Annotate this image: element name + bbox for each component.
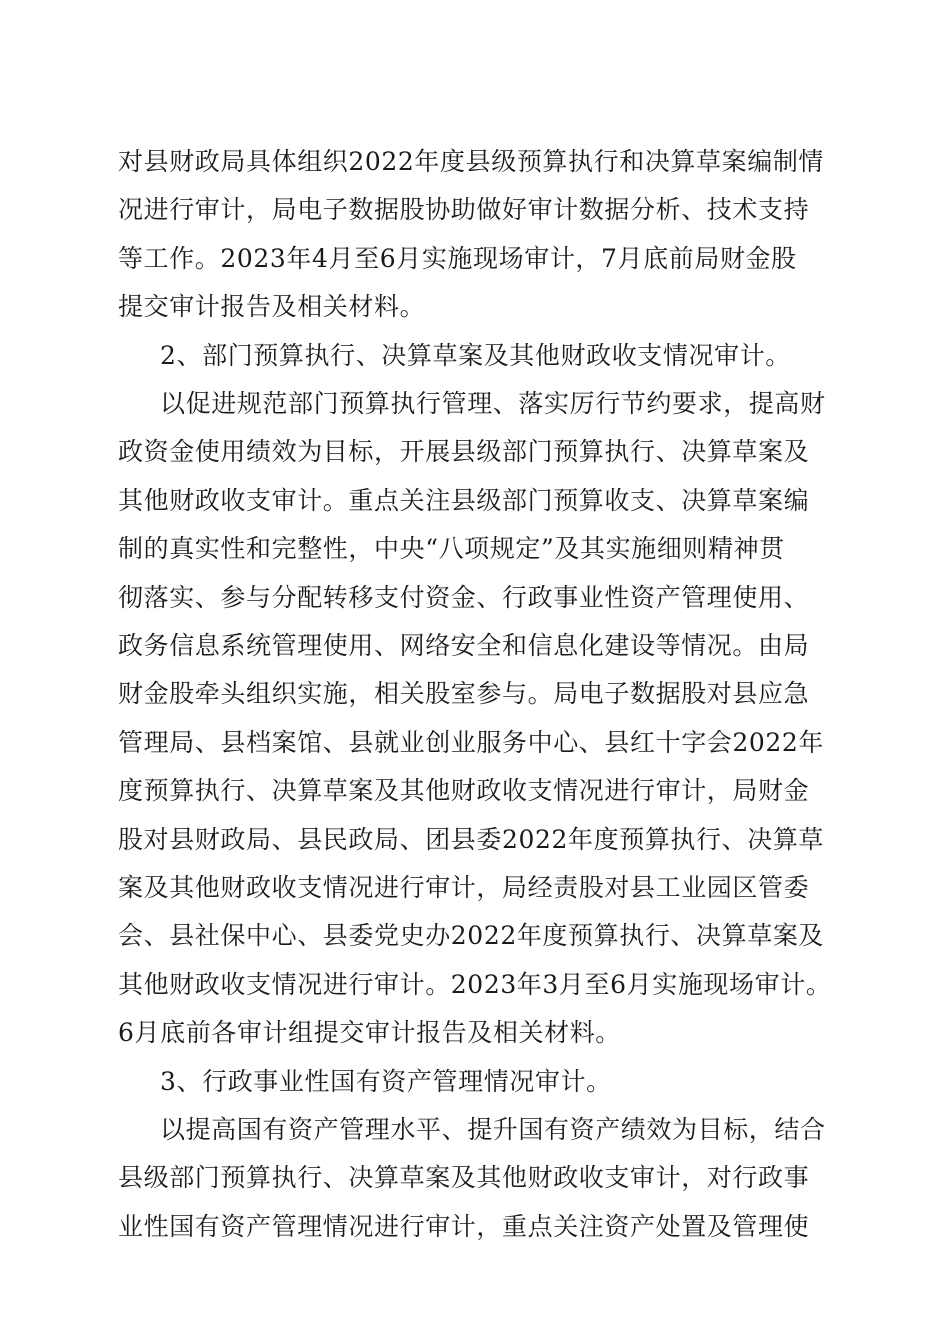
paragraph-line: 管理局、县档案馆、县就业创业服务中心、县红十字会2022年 — [118, 728, 825, 757]
paragraph-line: 度预算执行、决算草案及其他财政收支情况进行审计，局财金 — [118, 776, 810, 805]
paragraph-line: 提交审计报告及相关材料。 — [118, 292, 426, 321]
paragraph-line: 案及其他财政收支情况进行审计，局经责股对县工业园区管委 — [118, 873, 810, 902]
paragraph-line: 制的真实性和完整性，中央“八项规定”及其实施细则精神贯 — [118, 534, 785, 563]
paragraph-line: 财金股牵头组织实施，相关股室参与。局电子数据股对县应急 — [118, 679, 810, 708]
paragraph-line: 业性国有资产管理情况进行审计，重点关注资产处置及管理使 — [118, 1212, 810, 1241]
paragraph-line: 会、县社保中心、县委党史办2022年度预算执行、决算草案及 — [118, 921, 825, 950]
paragraph-line: 其他财政收支情况进行审计。2023年3月至6月实施现场审计。 — [118, 970, 832, 999]
paragraph-line: 政资金使用绩效为目标，开展县级部门预算执行、决算草案及 — [118, 437, 810, 466]
paragraph-line: 6月底前各审计组提交审计报告及相关材料。 — [118, 1018, 621, 1047]
paragraph-line: 政务信息系统管理使用、网络安全和信息化建设等情况。由局 — [118, 631, 810, 660]
paragraph-line: 以促进规范部门预算执行管理、落实厉行节约要求，提高财 — [160, 389, 826, 418]
paragraph-line: 股对县财政局、县民政局、团县委2022年度预算执行、决算草 — [118, 825, 825, 854]
paragraph-line: 对县财政局具体组织2022年度县级预算执行和决算草案编制情 — [118, 147, 825, 176]
paragraph-line: 以提高国有资产管理水平、提升国有资产绩效为目标，结合 — [160, 1115, 826, 1144]
section-heading-2: 2、部门预算执行、决算草案及其他财政收支情况审计。 — [160, 341, 791, 370]
paragraph-line: 其他财政收支审计。重点关注县级部门预算收支、决算草案编 — [118, 486, 810, 515]
paragraph-line: 等工作。2023年4月至6月实施现场审计，7月底前局财金股 — [118, 244, 797, 273]
paragraph-line: 彻落实、参与分配转移支付资金、行政事业性资产管理使用、 — [118, 583, 810, 612]
section-heading-3: 3、行政事业性国有资产管理情况审计。 — [160, 1067, 612, 1096]
paragraph-line: 县级部门预算执行、决算草案及其他财政收支审计，对行政事 — [118, 1163, 810, 1192]
paragraph-line: 况进行审计，局电子数据股协助做好审计数据分析、技术支持 — [118, 195, 810, 224]
